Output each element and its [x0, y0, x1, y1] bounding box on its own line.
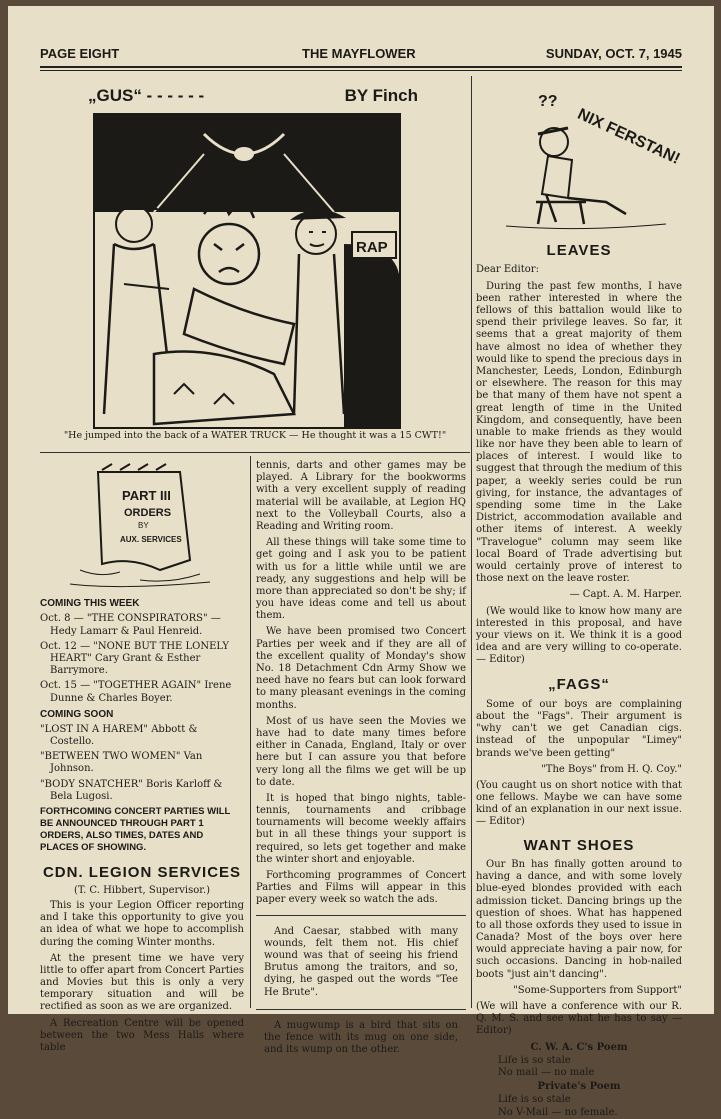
- cartoon-sign-text: RAP: [356, 239, 388, 256]
- nix-ferstan-text: NIX FERSTAN!: [574, 105, 683, 168]
- private-poem-line-1: Life is so stale: [498, 1094, 571, 1106]
- cartoon-byline: BY Finch: [344, 86, 418, 105]
- gus-cartoon: [94, 114, 400, 428]
- leaves-salutation: Dear Editor:: [476, 264, 539, 276]
- legion-paragraph-8: It is hoped that bingo nights, table-tennis, tournaments and cribbage tournaments will become weekly affairs but in all these things your support is required, so lets get together and make the winter short and enjoyable.: [256, 792, 466, 865]
- listing-oct-12: Oct. 12 — "NONE BUT THE LONELY HEART" Cary Grant & Esther Barrymore.: [40, 640, 230, 677]
- private-poem-title: Private's Poem: [537, 1081, 621, 1093]
- legion-paragraph-4: tennis, darts and other games may be played. A Library for the bookworms with a very excellent supply of reading material will be available, at Legion HQ next to the Volleyball Courts, also a Reading and Writing room.: [256, 460, 466, 532]
- orders-line2: ORDERS: [124, 507, 172, 519]
- orders-line3: BY: [138, 521, 149, 530]
- masthead-rule-thin: [40, 70, 682, 71]
- fags-editor-reply: (You caught us on short notice with that one fellows. Maybe we can have some kind of an explanation in our next issue. — Editor): [476, 779, 682, 828]
- legion-paragraph-3: A Recreation Centre will be opened between the two Mess Halls where table: [40, 1017, 244, 1054]
- filler-rule-1: [256, 915, 466, 916]
- cwac-poem-line-2: No mail — no male: [498, 1066, 595, 1078]
- orders-line4: AUX. SERVICES: [120, 535, 182, 544]
- orders-line1: PART III: [122, 488, 171, 503]
- caesar-filler: And Caesar, stabbed with many wounds, felt them not. His chief wound was that of seeing his friend Brutus among the traitors, and so, dying, he gasped out the words "Tee He Brute".: [264, 925, 458, 998]
- masthead: [40, 46, 682, 64]
- listing-oct-15: Oct. 15 — "TOGETHER AGAIN" Irene Dunne & Charles Boyer.: [40, 680, 232, 704]
- paper-title: THE MAYFLOWER: [302, 46, 416, 61]
- coming-soon-heading: COMING SOON: [40, 708, 114, 720]
- listing-soon-1: "LOST IN A HAREM" Abbott & Costello.: [40, 723, 198, 748]
- leaves-heading: LEAVES: [546, 242, 612, 260]
- nix-question-marks: ??: [538, 93, 558, 110]
- masthead-rule: [40, 66, 682, 68]
- cartoon-title: [88, 86, 418, 108]
- private-poem-line-2: No V-Mail — no female.: [498, 1106, 618, 1118]
- right-column: [476, 82, 682, 1119]
- leaves-editor-reply: (We would like to know how many are interested in this proposal, and have your views on it. We think it is a good idea and are very willing to co-operate. — Editor): [476, 605, 682, 666]
- column-divider-right: [471, 76, 472, 1008]
- mugwump-filler: A mugwump is a bird that sits on the fence with its mug on one side, and its wump on the other.: [264, 1019, 458, 1056]
- column-divider-left: [250, 456, 251, 1008]
- middle-column: [256, 460, 466, 1060]
- listing-soon-2: "BETWEEN TWO WOMEN" Van Johnson.: [40, 751, 203, 775]
- listing-soon-3: "BODY SNATCHER" Boris Karloff & Bela Lugosi.: [40, 778, 223, 802]
- cartoon-title-left: „GUS“ - - - - - -: [88, 86, 205, 105]
- legion-paragraph-9: Forthcoming programmes of Concert Parties and Films will appear in this paper every week so watch the ads.: [256, 870, 466, 906]
- issue-date: SUNDAY, OCT. 7, 1945: [545, 46, 682, 61]
- fags-heading: „FAGS“: [548, 676, 610, 694]
- fags-body: Some of our boys are complaining about the "Fags". Their argument is "why can't we get Canadian cigs. instead of the unpopular "Limey" brands we've been getting": [476, 698, 682, 759]
- cwac-poem-line-1: Life is so stale: [498, 1054, 571, 1066]
- page-label: PAGE EIGHT: [40, 46, 120, 61]
- legion-paragraph-1: This is your Legion Officer reporting and I take this opportunity to give you an idea of what we hope to accomplish during the coming Winter months.: [40, 899, 244, 948]
- legion-paragraph-7: Most of us have seen the Movies we have had to date many times before either in Canada, England, Italy or over here but I can assure you that before very long all the films we get will be up to date.: [256, 715, 466, 788]
- fags-signature: "The Boys" from H. Q. Coy.": [541, 763, 682, 775]
- cwac-poem-title: C. W. A. C's Poem: [530, 1041, 628, 1053]
- nix-ferstan-cartoon: [476, 82, 682, 232]
- legion-paragraph-2: At the present time we have very little to offer apart from Concert Parties and Movies but this is only a very temporary situation and will be rectified as soon as we are organized.: [40, 952, 244, 1013]
- filler-rule-2: [256, 1009, 466, 1010]
- forthcoming-notice: FORTHCOMING CONCERT PARTIES WILL BE ANNOUNCED THROUGH PART 1 ORDERS, ALSO TIMES, DATES AND PLACES OF SHOWING.: [40, 806, 231, 853]
- orders-illustration: [40, 460, 244, 590]
- coming-this-week-heading: COMING THIS WEEK: [40, 598, 140, 610]
- listing-oct-8: Oct. 8 — "THE CONSPIRATORS" — Hedy Lamarr & Paul Henreid.: [40, 613, 221, 637]
- cartoon-caption: "He jumped into the back of a WATER TRUCK — He thought it was a 15 CWT!": [63, 430, 447, 441]
- legion-paragraph-6: We have been promised two Concert Parties per week and if they are all of the excellent quality of Monday's show No. 18 Detachment Cdn Army Show we need have no fears but can look forward to many pleasant evenings in the coming months.: [256, 626, 466, 711]
- legion-paragraph-5: All these things will take some time to get going and I ask you to be patient with us for a little while until we are ready, any suggestions and help will be more than appreciated so don't be shy; if you have ideas come and tell us about them.: [256, 537, 466, 622]
- shoes-editor-reply: (We will have a conference with our R. Q. M. S. and see what he has to say — Editor): [476, 1001, 682, 1037]
- leaves-signature: — Capt. A. M. Harper.: [569, 589, 682, 601]
- shoes-heading: WANT SHOES: [523, 836, 635, 854]
- legion-heading: CDN. LEGION SERVICES: [42, 863, 242, 881]
- shoes-body: Our Bn has finally gotten around to having a dance, and with some lovely blue-eyed blondes provided with each admission ticket. Dancing brings up the question of shoes. What has happened to all those oxfords they used to issue in Canada? Most of the boys over here would appreciate having a pair now, for such occasions. Dancing in hob-nailed boots "just ain't dancing".: [476, 858, 682, 980]
- legion-byline: (T. C. Hibbert, Supervisor.): [73, 884, 211, 896]
- newspaper-page: [8, 6, 714, 1118]
- section-rule: [40, 452, 470, 453]
- shoes-signature: "Some-Supporters from Support": [513, 984, 682, 996]
- left-column: [40, 460, 244, 1058]
- leaves-body: During the past few months, I have been rather interested in where the fellows of this battalion would like to spend their privilege leaves. So far, it seems that a great majority of them have almost no idea of whether they would like to spend the precious days in Manchester, Leeds, London, Edinburgh or elsewhere. The reason for this may be that many of them have not spent a great length of time in the United Kingdom, and consequently, have been unable to make friends as they would like nor have they been able to learn of places of interest. I would like to suggest that through the medium of this paper, a weekly series could be run giving, for instance, the advantages of spending some time in the Lake District, accommodation available and other items of interest. A weekly "Travelogue" column may seem like local Board of Trade advertising but would certainly prove of interest to those next on the leave roster.: [476, 280, 682, 585]
